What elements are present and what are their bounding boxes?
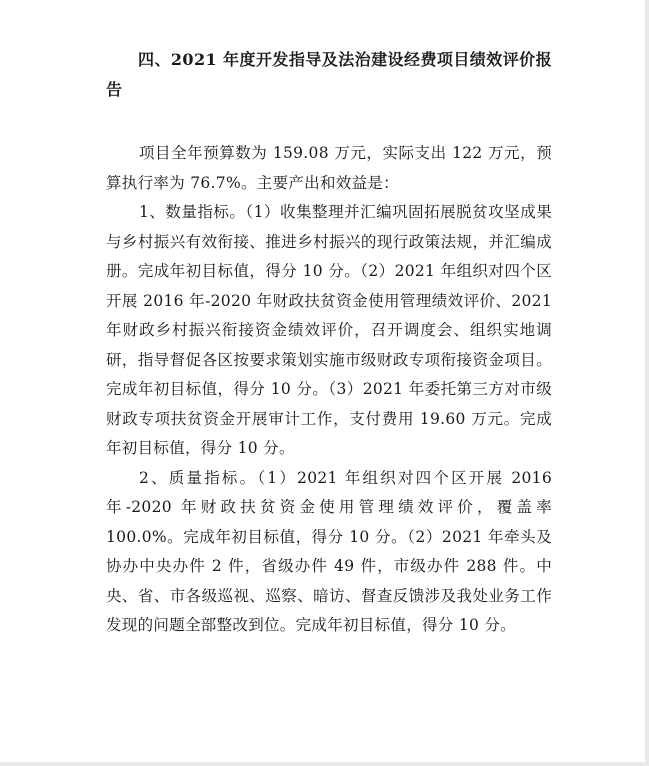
paragraph-quantity-indicators: 1、数量指标。（1）收集整理并汇编巩固拓展脱贫攻坚成果与乡村振兴有效衔接、推进乡村振兴的现行政策法规，并汇编成册。完成年初目标值，得分 10 分。（2）2021 年组织对四个区开展 2016 年-2020 年财政扶贫资金使用管理绩效评价、2021 年财政乡村振兴衔接资金绩效评价，召开调度会、组织实地调研，指导督促各区按要求策划实施市级财政专项衔接资金项目。完成年初目标值，得分 10 分。（3）2021 年委托第三方对市级财政专项扶贫资金开展审计工作，支付费用 19.60 万元。完成年初目标值，得分 10 分。 bbox=[106, 203, 552, 457]
report-heading: 四、2021 年度开发指导及法治建设经费项目绩效评价报告 bbox=[106, 50, 552, 99]
paragraph-budget: 项目全年预算数为 159.08 万元，实际支出 122 万元，预算执行率为 76.7%。主要产出和效益是： bbox=[106, 144, 552, 192]
page-bottom-edge bbox=[0, 762, 649, 766]
document-body bbox=[106, 45, 552, 641]
page-right-edge bbox=[645, 0, 649, 766]
paragraph-quality-indicators: 2、质量指标。（1）2021 年组织对四个区开展 2016 年-2020 年财政扶贫资金使用管理绩效评价，覆盖率 100.0%。完成年初目标值，得分 10 分。（2）2021 年牵头及协办中央办件 2 件，省级办件 49 件，市级办件 288 件。中央、省、市各级巡视、巡察、暗访、督查反馈涉及我处业务工作发现的问题全部整改到位。完成年初目标值，得分 10 分。 bbox=[106, 468, 552, 634]
